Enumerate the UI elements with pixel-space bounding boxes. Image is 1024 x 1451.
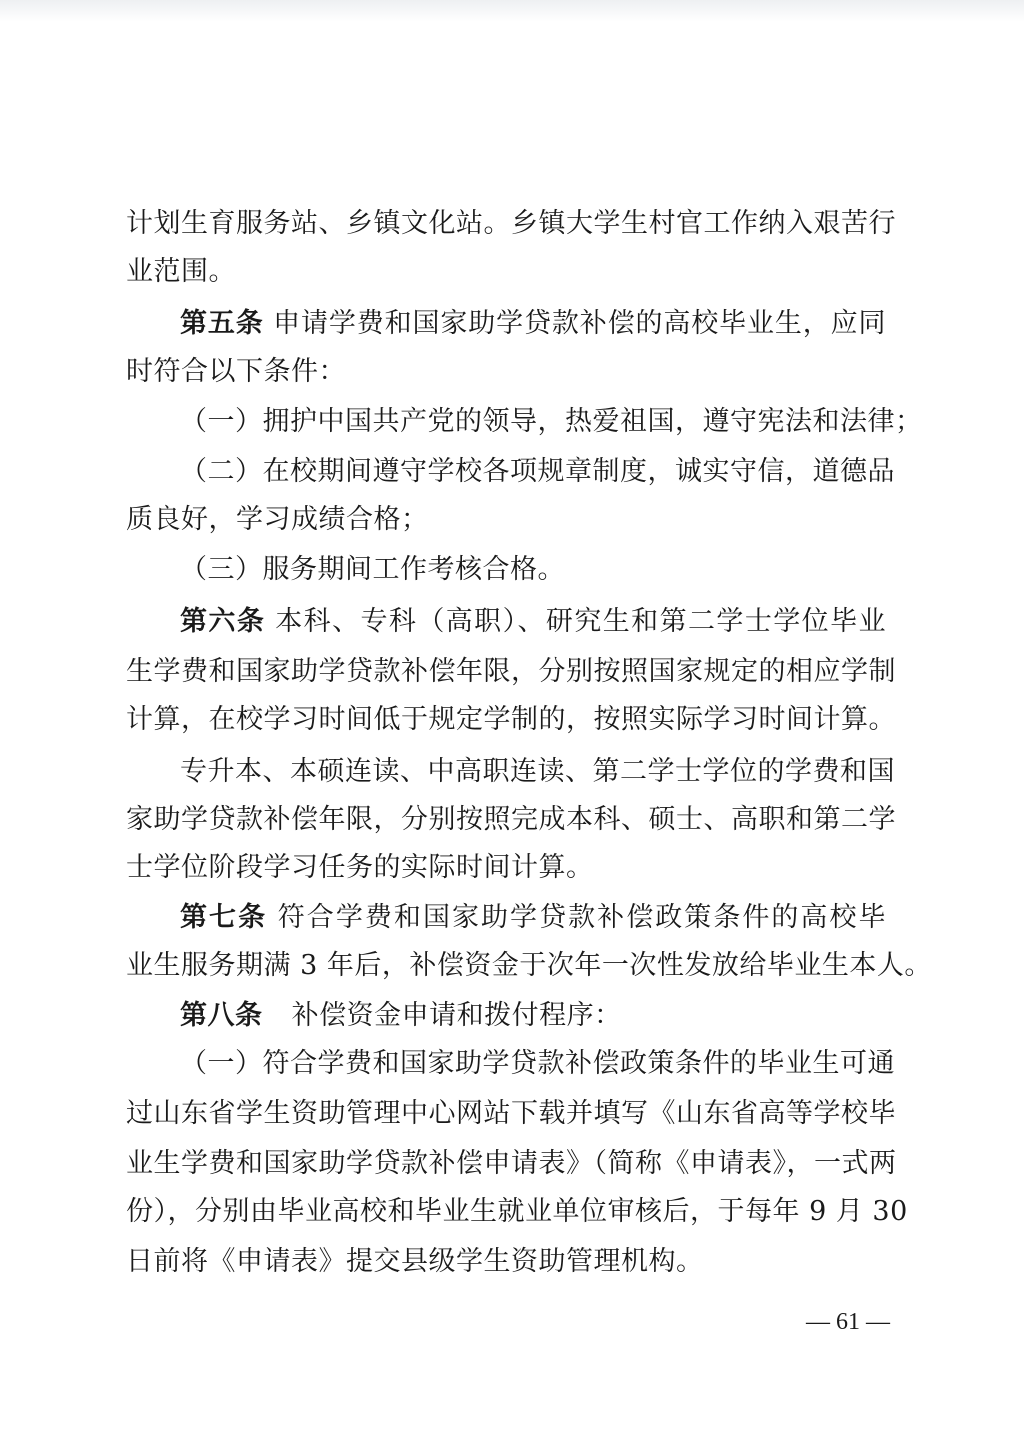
scan-top-edge — [0, 0, 1024, 22]
article-8-label: 第八条 — [180, 1000, 263, 1031]
article-7-text: 符合学费和国家助学贷款补偿政策条件的高校毕 — [277, 902, 887, 933]
article-5-label: 第五条 — [180, 308, 264, 339]
text-line: 家助学贷款补偿年限，分别按照完成本科、硕士、高职和第二学 — [126, 804, 896, 835]
page-number: — 61 — — [806, 1309, 890, 1335]
article-7-line — [180, 900, 886, 936]
article-6-text: 本科、专科（高职）、研究生和第二学士学位毕业 — [275, 606, 886, 637]
text-line: 质良好，学习成绩合格； — [126, 504, 429, 535]
article-5-text: 申请学费和国家助学贷款补偿的高校毕业生，应同 — [273, 308, 887, 339]
text-line: 业生学费和国家助学贷款补偿申请表》（简称《申请表》，一式两 — [126, 1148, 897, 1179]
text-line: 时符合以下条件： — [126, 356, 346, 387]
text-line: 生学费和国家助学贷款补偿年限，分别按照国家规定的相应学制 — [126, 656, 896, 687]
article-7-label: 第七条 — [180, 902, 268, 933]
condition-2: （二）在校期间遵守学校各项规章制度，诚实守信，道德品 — [180, 456, 895, 487]
text-line: 专升本、本硕连读、中高职连读、第二学士学位的学费和国 — [180, 756, 895, 787]
article-5-line — [180, 306, 886, 342]
text-line: 业生服务期满 3 年后，补偿资金于次年一次性发放给毕业生本人。 — [126, 950, 932, 981]
article-8-text: 补偿资金申请和拨付程序： — [291, 1000, 622, 1031]
condition-3: （三）服务期间工作考核合格。 — [180, 554, 565, 585]
text-line: 日前将《申请表》提交县级学生资助管理机构。 — [126, 1246, 704, 1277]
article-6-label: 第六条 — [180, 606, 266, 637]
text-line: 士学位阶段学习任务的实际时间计算。 — [126, 852, 594, 883]
text-line: 计算，在校学习时间低于规定学制的，按照实际学习时间计算。 — [126, 704, 896, 735]
text-line: 过山东省学生资助管理中心网站下载并填写《山东省高等学校毕 — [126, 1098, 896, 1129]
article-8-line — [180, 998, 886, 1034]
condition-1: （一）拥护中国共产党的领导，热爱祖国，遵守宪法和法律； — [180, 406, 923, 437]
procedure-1: （一）符合学费和国家助学贷款补偿政策条件的毕业生可通 — [180, 1048, 895, 1079]
article-6-line — [180, 604, 886, 640]
text-line: 计划生育服务站、乡镇文化站。乡镇大学生村官工作纳入艰苦行 — [126, 208, 896, 239]
text-line: 业范围。 — [126, 256, 236, 287]
text-line: 份），分别由毕业高校和毕业生就业单位审核后，于每年 9 月 30 — [126, 1196, 908, 1227]
